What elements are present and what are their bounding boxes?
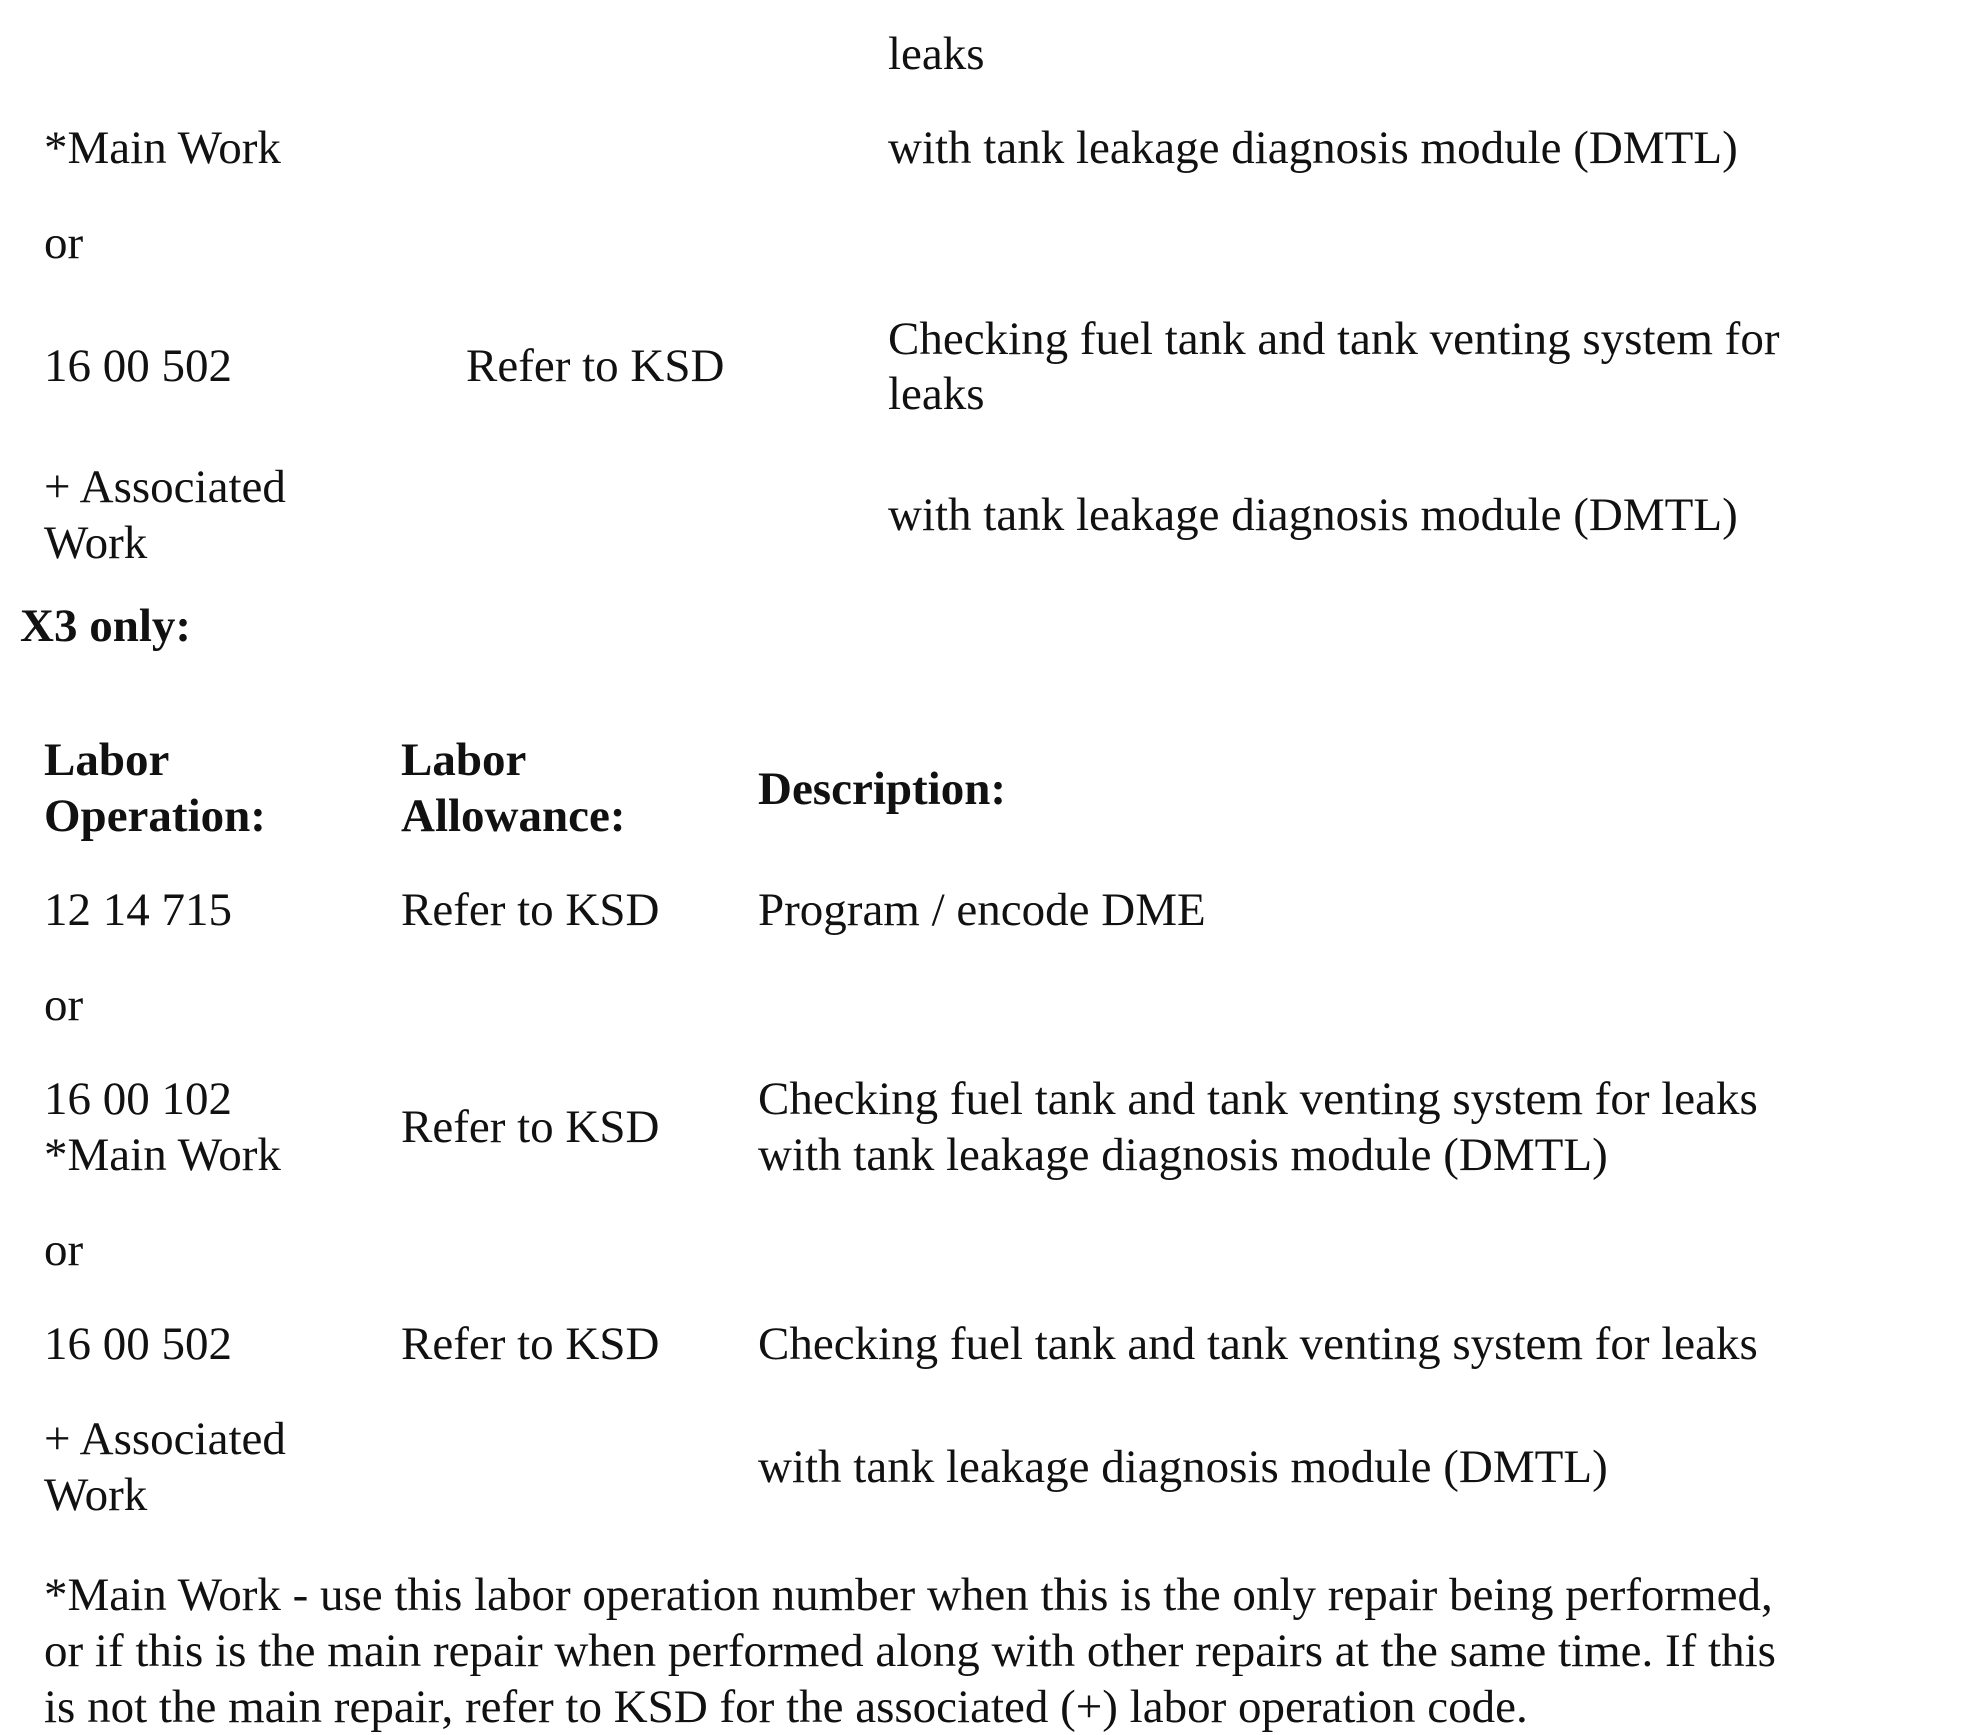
footnote-line2: or if this is the main repair when performed along with other repairs at the same time. If this [44,1625,1776,1677]
section-heading: X3 only: [20,600,192,652]
top-row5-description: with tank leakage diagnosis module (DMTL) [888,489,1738,541]
top-row4-description-line1: Checking fuel tank and tank venting system for [888,313,1780,365]
top-row4-allowance: Refer to KSD [466,340,725,392]
header-allowance-line1: Labor [401,734,527,786]
row3-operation-line1: 16 00 102 [44,1073,232,1125]
row3-description-line2: with tank leakage diagnosis module (DMTL) [758,1129,1608,1181]
footnote-line3: is not the main repair, refer to KSD for the associated (+) labor operation code. [44,1681,1528,1733]
row4-operation: or [44,1224,84,1276]
top-row1-description: leaks [888,28,985,80]
header-operation-line2: Operation: [44,790,266,842]
row6-description: with tank leakage diagnosis module (DMTL) [758,1441,1608,1493]
footnote-line1: *Main Work - use this labor operation number when this is the only repair being performed, [44,1569,1773,1621]
row3-description-line1: Checking fuel tank and tank venting system for leaks [758,1073,1758,1125]
row1-operation: 12 14 715 [44,884,232,936]
row2-operation: or [44,979,84,1031]
row6-operation-line1: + Associated [44,1413,286,1465]
top-row4-description-line2: leaks [888,368,985,420]
row1-allowance: Refer to KSD [401,884,660,936]
top-row2-operation: *Main Work [44,122,281,174]
row5-allowance: Refer to KSD [401,1318,660,1370]
row1-description: Program / encode DME [758,884,1206,936]
row3-allowance: Refer to KSD [401,1101,660,1153]
header-description: Description: [758,763,1007,815]
row3-operation-line2: *Main Work [44,1129,281,1181]
row5-operation: 16 00 502 [44,1318,232,1370]
header-allowance-line2: Allowance: [401,790,626,842]
row6-operation-line2: Work [44,1469,148,1521]
top-row5-operation-line1: + Associated [44,461,286,513]
row5-description: Checking fuel tank and tank venting system for leaks [758,1318,1758,1370]
header-operation-line1: Labor [44,734,170,786]
top-row3-operation: or [44,217,84,269]
top-row4-operation: 16 00 502 [44,340,232,392]
top-row2-description: with tank leakage diagnosis module (DMTL) [888,122,1738,174]
top-row5-operation-line2: Work [44,517,148,569]
